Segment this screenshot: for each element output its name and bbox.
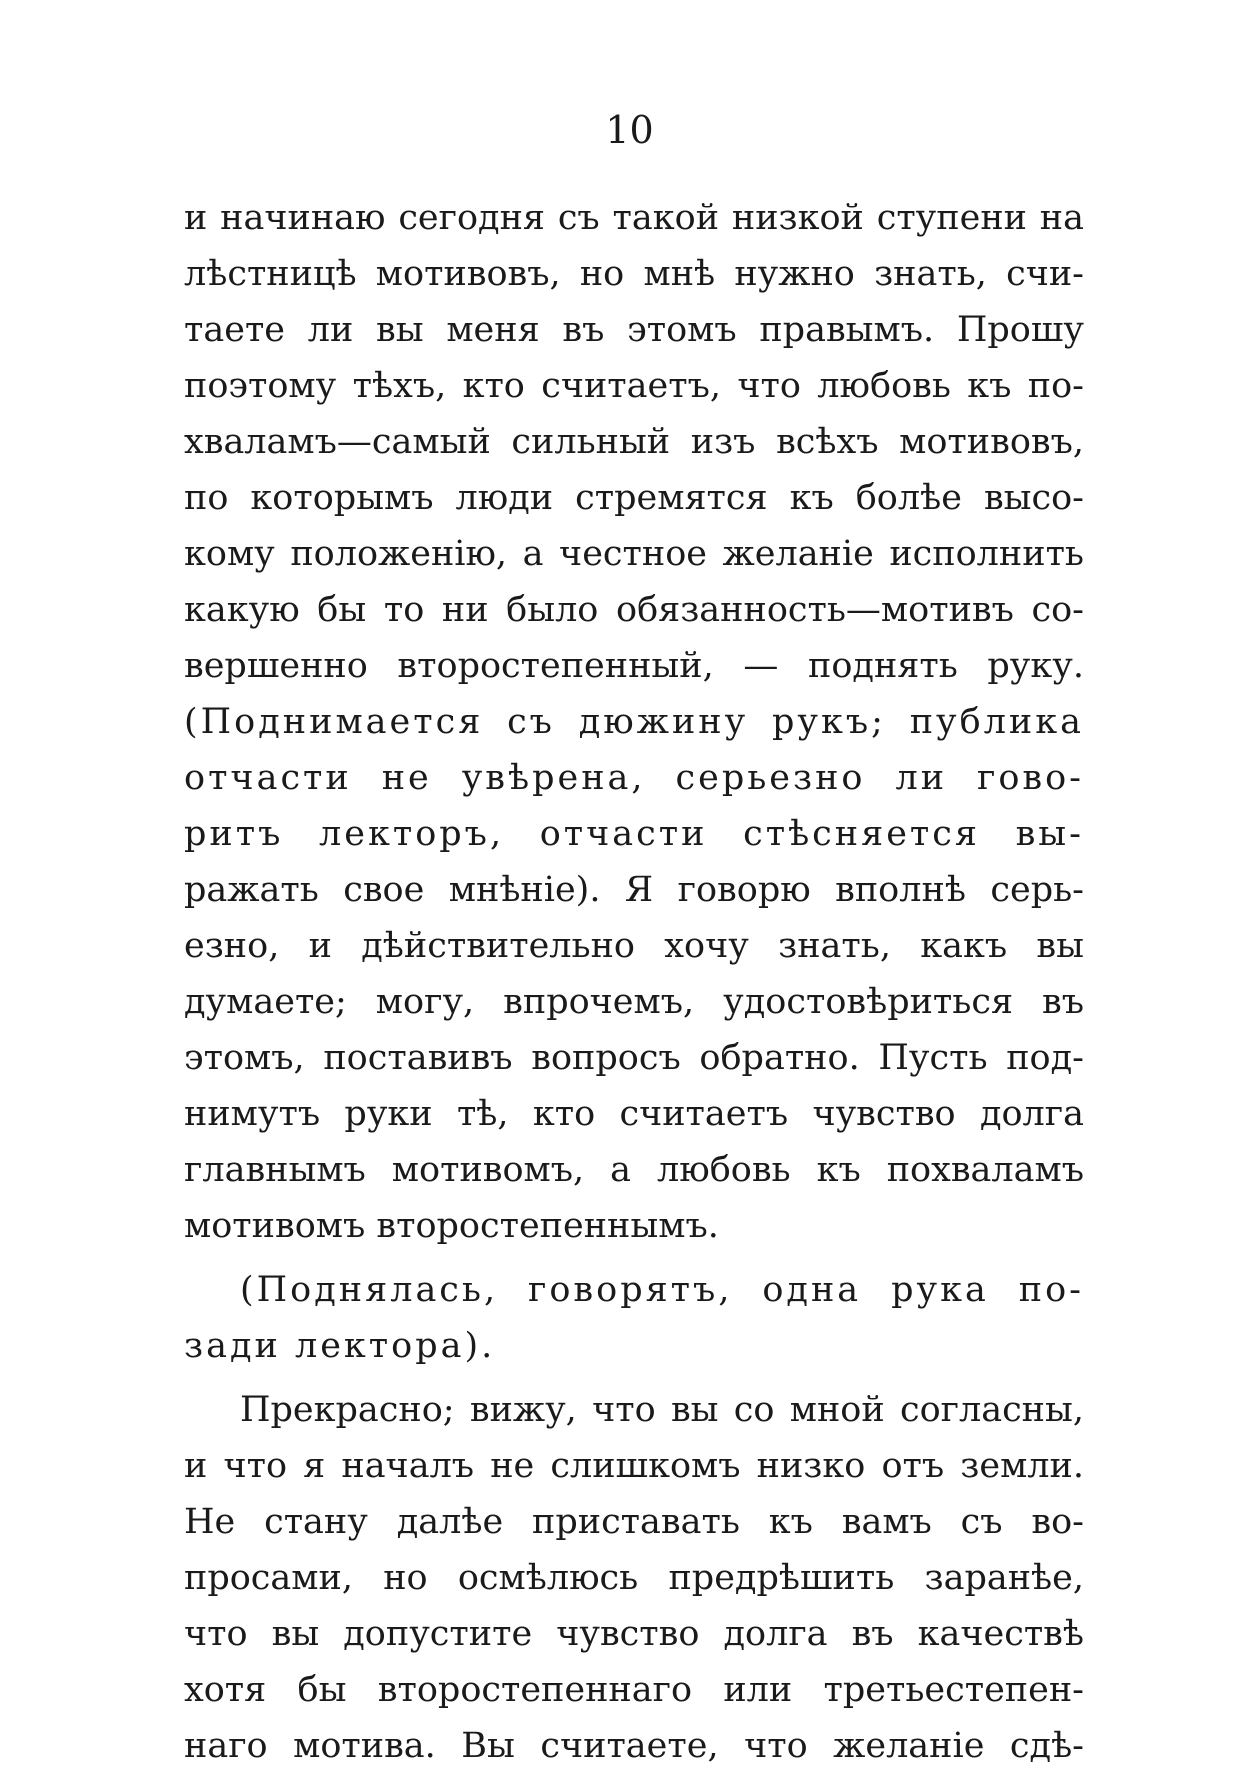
text-line: этомъ, поставивъ вопросъ обратно. Пусть под-	[184, 1038, 1084, 1078]
text-line: и начинаю сегодня съ такой низкой ступени на	[184, 198, 1084, 238]
text-line: (Поднялась, говорятъ, одна рука по-	[240, 1270, 1084, 1310]
text-line: хотя бы второстепеннаго или третьестепен-	[184, 1670, 1084, 1710]
page-body	[184, 190, 1084, 1774]
text-line: мотивомъ второстепеннымъ.	[184, 1206, 719, 1246]
text-line: главнымъ мотивомъ, а любовь къ похваламъ	[184, 1150, 1084, 1190]
text-line: ритъ лекторъ, отчасти стѣсняется вы-	[184, 814, 1084, 854]
text-line: думаете; могу, впрочемъ, удостовѣриться въ	[184, 982, 1084, 1022]
text-line: хваламъ—самый сильный изъ всѣхъ мотивовъ,	[184, 422, 1084, 462]
text-line: таете ли вы меня въ этомъ правымъ. Прошу	[184, 310, 1084, 350]
text-line: (Поднимается съ дюжину рукъ; публика	[184, 702, 1084, 742]
text-line: ражать свое мнѣніе). Я говорю вполнѣ серь-	[184, 870, 1084, 910]
text-line: вершенно второстепенный, — поднять руку.	[184, 646, 1084, 686]
text-line: просами, но осмѣлюсь предрѣшить заранѣе,	[184, 1558, 1084, 1598]
text-line: отчасти не увѣрена, серьезно ли гово-	[184, 758, 1084, 798]
text-line: поэтому тѣхъ, кто считаетъ, что любовь къ по-	[184, 366, 1084, 406]
text-line: какую бы то ни было обязанность—мотивъ со-	[184, 590, 1084, 630]
text-line: что вы допустите чувство долга въ качествѣ	[184, 1614, 1084, 1654]
text-line: езно, и дѣйствительно хочу знать, какъ вы	[184, 926, 1084, 966]
text-line: лѣстницѣ мотивовъ, но мнѣ нужно знать, счи-	[184, 254, 1084, 294]
text-line: Прекрасно; вижу, что вы со мной согласны,	[240, 1390, 1084, 1430]
text-line: зади лектора).	[184, 1326, 496, 1366]
text-line: наго мотива. Вы считаете, что желаніе сдѣ-	[184, 1726, 1084, 1766]
text-line: нимутъ руки тѣ, кто считаетъ чувство долга	[184, 1094, 1084, 1134]
text-line: и что я началъ не слишкомъ низко отъ земли.	[184, 1446, 1084, 1486]
text-line: кому положенію, а честное желаніе исполнить	[184, 534, 1084, 574]
text-line: по которымъ люди стремятся къ болѣе высо-	[184, 478, 1084, 518]
text-line: Не стану далѣе приставать къ вамъ съ во-	[184, 1502, 1084, 1542]
page-number: 10	[605, 108, 654, 152]
